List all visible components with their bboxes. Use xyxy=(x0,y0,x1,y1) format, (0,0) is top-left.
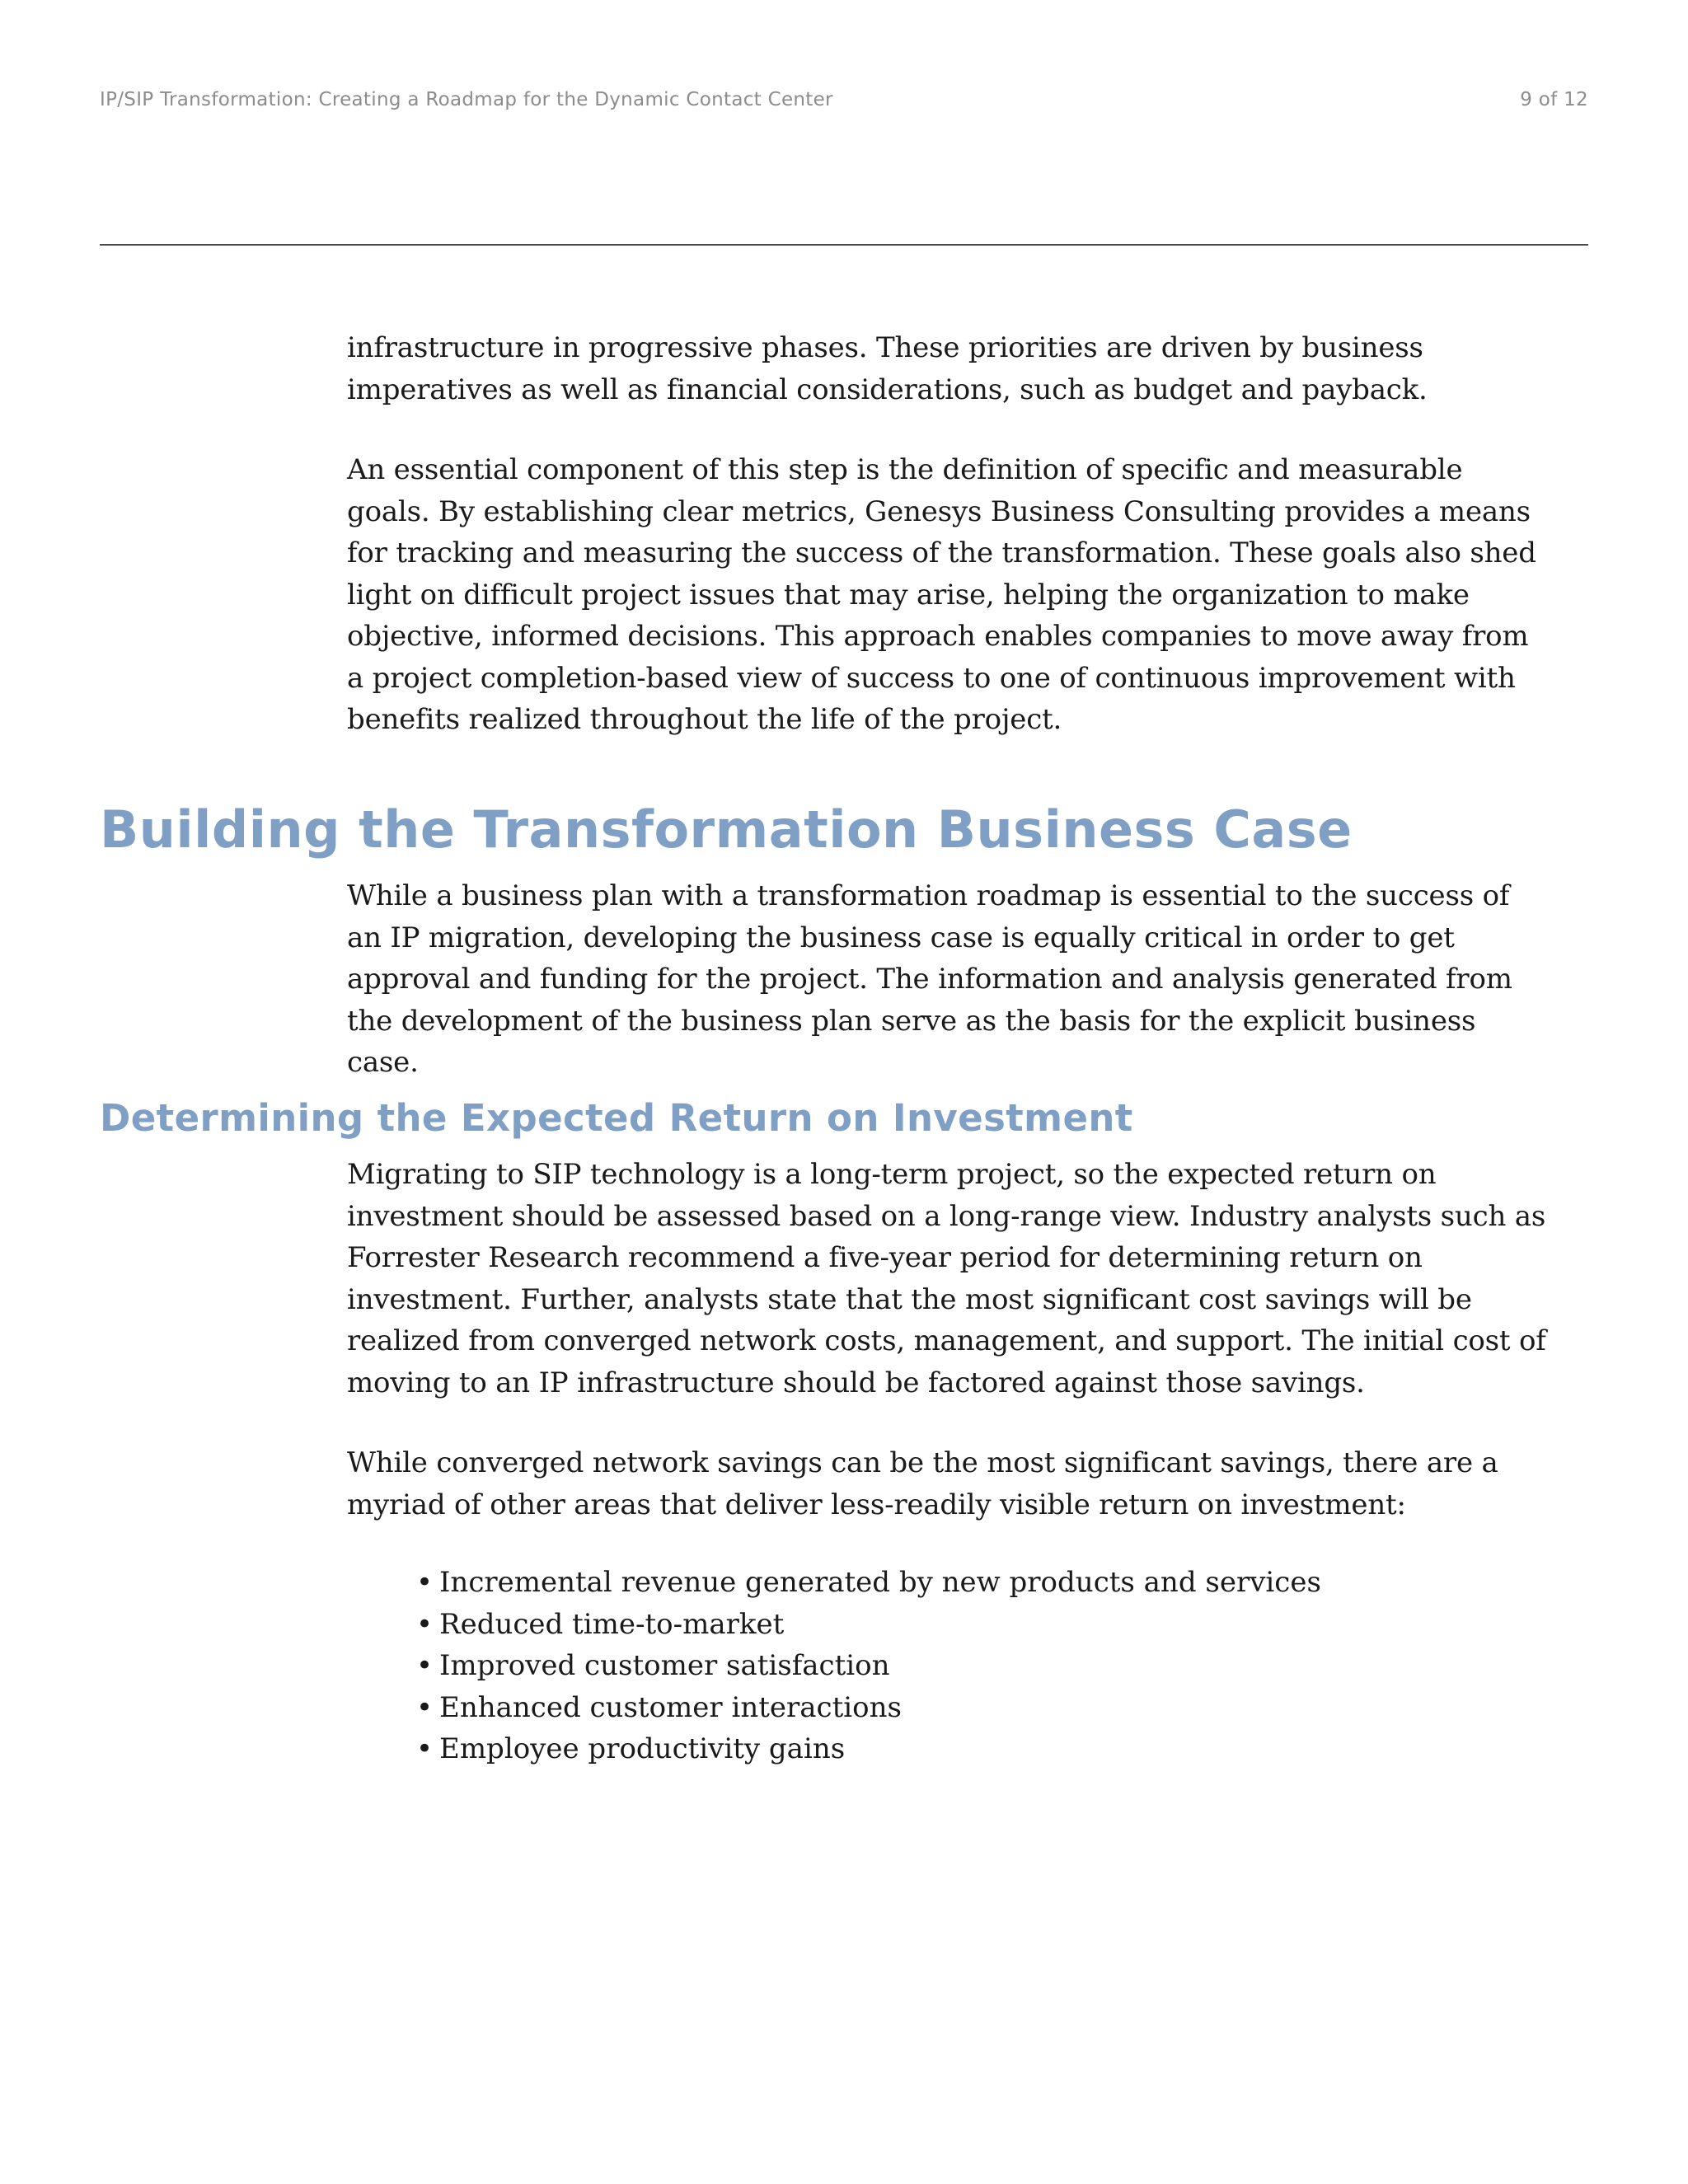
business-case-section xyxy=(347,875,1550,1084)
list-item-text: Employee productivity gains xyxy=(439,1732,846,1765)
list-item-text: Enhanced customer interactions xyxy=(439,1690,902,1724)
intro-section xyxy=(347,327,1550,741)
roi-heading: Determining the Expected Return on Investment xyxy=(100,1096,1133,1140)
roi-section xyxy=(347,1154,1550,1526)
list-item-text: Improved customer satisfaction xyxy=(439,1649,890,1682)
list-item xyxy=(416,1728,1321,1770)
intro-paragraph-1: infrastructure in progressive phases. These priorities are driven by business imperatives as well as financial considerations, such as budget and payback. xyxy=(347,331,1428,406)
list-item xyxy=(416,1645,1321,1687)
document-title: IP/SIP Transformation: Creating a Roadmap for the Dynamic Contact Center xyxy=(100,89,833,110)
bullet-icon: • xyxy=(416,1607,434,1641)
bullet-icon: • xyxy=(416,1566,434,1599)
list-item xyxy=(416,1562,1321,1604)
roi-paragraph-1: Migrating to SIP technology is a long-term project, so the expected return on investment should be assessed based on a long-range view. Industry analysts such as Forrester Research recommend a five-year period for determining return on investment. Further, analysts state that the most significant cost savings will be realized from converged network costs, management, and support. The initial cost of moving to an IP infrastructure should be factored against those savings. xyxy=(347,1158,1546,1399)
bullet-icon: • xyxy=(416,1732,434,1765)
list-item xyxy=(416,1604,1321,1646)
list-item-text: Reduced time-to-market xyxy=(439,1607,785,1641)
roi-paragraph-2: While converged network savings can be the most significant savings, there are a myriad of other areas that deliver less-readily visible return on investment: xyxy=(347,1446,1498,1521)
page-number: 9 of 12 xyxy=(1520,89,1588,110)
list-item xyxy=(416,1687,1321,1729)
intro-paragraph-2: An essential component of this step is the definition of specific and measurable goals. By establishing clear metrics, Genesys Business Consulting provides a means for tracking and measuring the success of the transformation. These goals also shed light on difficult project issues that may arise, helping the organization to make objective, informed decisions. This approach enables companies to move away from a project completion-based view of success to one of continuous improvement with benefits realized throughout the life of the project. xyxy=(347,453,1536,736)
bullet-icon: • xyxy=(416,1690,434,1724)
roi-benefits-list xyxy=(416,1562,1321,1770)
running-header xyxy=(100,89,1588,110)
header-divider xyxy=(100,244,1588,246)
list-item-text: Incremental revenue generated by new products and services xyxy=(439,1566,1321,1599)
bullet-icon: • xyxy=(416,1649,434,1682)
business-case-paragraph: While a business plan with a transformation roadmap is essential to the success of an IP migration, developing the business case is equally critical in order to get approval and funding for the project. The information and analysis generated from the development of the business plan serve as the basis for the explicit business case. xyxy=(347,879,1512,1079)
business-case-heading: Building the Transformation Business Case xyxy=(100,799,1353,860)
